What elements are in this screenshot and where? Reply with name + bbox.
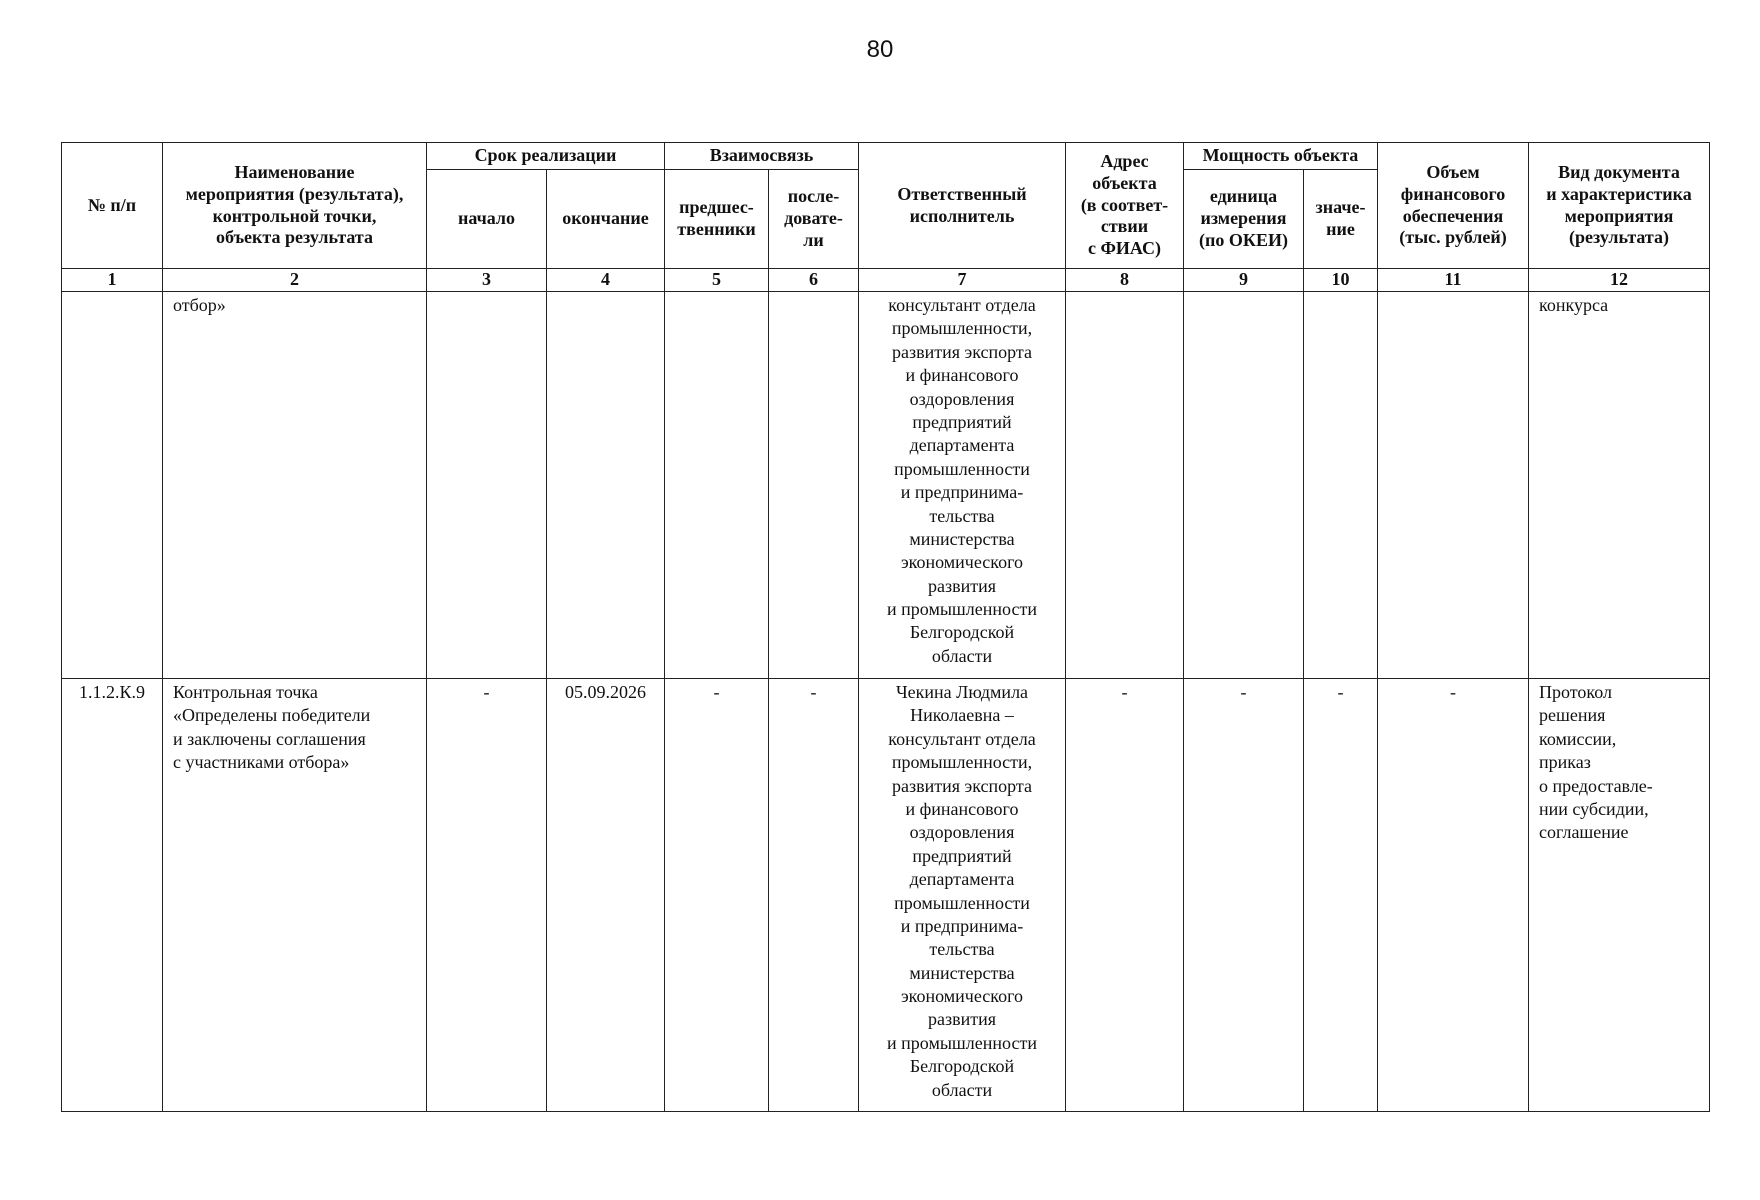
cell-end [547, 292, 665, 679]
column-number: 11 [1378, 269, 1529, 292]
page-number: 80 [866, 36, 894, 63]
header-term: Срок реализации [427, 143, 665, 170]
table-row [62, 679, 1710, 1112]
cell-predecessors [665, 292, 769, 679]
cell-num: 1.1.2.К.9 [62, 679, 163, 1112]
cell-start [427, 292, 547, 679]
table-row [62, 292, 1710, 679]
header-link: Взаимосвязь [665, 143, 859, 170]
header-address: Адрес объекта (в соответ- ствии с ФИАС) [1066, 143, 1184, 269]
cell-name: Контрольная точка «Определены победители и заключены соглашения с участниками отбора» [163, 679, 427, 1112]
cell-successors [769, 292, 859, 679]
cell-start: - [427, 679, 547, 1112]
column-number: 6 [769, 269, 859, 292]
column-number: 2 [163, 269, 427, 292]
header-predecessors: предшес- твенники [665, 170, 769, 269]
header-power: Мощность объекта [1184, 143, 1378, 170]
column-number-row [62, 269, 1710, 292]
cell-unit: - [1184, 679, 1304, 1112]
cell-document: Протокол решения комиссии, приказ о предоставле- нии субсидии, соглашение [1529, 679, 1710, 1112]
header-num: № п/п [62, 143, 163, 269]
column-number: 9 [1184, 269, 1304, 292]
cell-finance [1378, 292, 1529, 679]
cell-responsible: консультант отдела промышленности, развития экспорта и финансового оздоровления предприятий департамента промышленности и предпринима- тельства министерства экономического развития и промышленности Белгородской области [859, 292, 1066, 679]
cell-address [1066, 292, 1184, 679]
cell-num [62, 292, 163, 679]
header-successors: после- довате- ли [769, 170, 859, 269]
cell-end: 05.09.2026 [547, 679, 665, 1112]
header-document: Вид документа и характеристика мероприятия (результата) [1529, 143, 1710, 269]
column-number: 8 [1066, 269, 1184, 292]
header-responsible: Ответственный исполнитель [859, 143, 1066, 269]
header-finance: Объем финансового обеспечения (тыс. рублей) [1378, 143, 1529, 269]
header-value: значе- ние [1304, 170, 1378, 269]
cell-address: - [1066, 679, 1184, 1112]
header-unit: единица измерения (по ОКЕИ) [1184, 170, 1304, 269]
cell-value: - [1304, 679, 1378, 1112]
column-number: 3 [427, 269, 547, 292]
column-number: 10 [1304, 269, 1378, 292]
cell-document: конкурса [1529, 292, 1710, 679]
column-number: 12 [1529, 269, 1710, 292]
header-row-1 [62, 143, 1710, 170]
column-number: 4 [547, 269, 665, 292]
cell-predecessors: - [665, 679, 769, 1112]
cell-name: отбор» [163, 292, 427, 679]
header-name: Наименование мероприятия (результата), контрольной точки, объекта результата [163, 143, 427, 269]
header-start: начало [427, 170, 547, 269]
column-number: 1 [62, 269, 163, 292]
activity-table [61, 142, 1710, 1112]
cell-responsible: Чекина Людмила Николаевна – консультант отдела промышленности, развития экспорта и финансового оздоровления предприятий департамента промышленности и предпринима- тельства министерства экономического развития и промышленности Белгородской области [859, 679, 1066, 1112]
header-end: окончание [547, 170, 665, 269]
column-number: 5 [665, 269, 769, 292]
column-number: 7 [859, 269, 1066, 292]
cell-unit [1184, 292, 1304, 679]
cell-finance: - [1378, 679, 1529, 1112]
cell-value [1304, 292, 1378, 679]
cell-successors: - [769, 679, 859, 1112]
